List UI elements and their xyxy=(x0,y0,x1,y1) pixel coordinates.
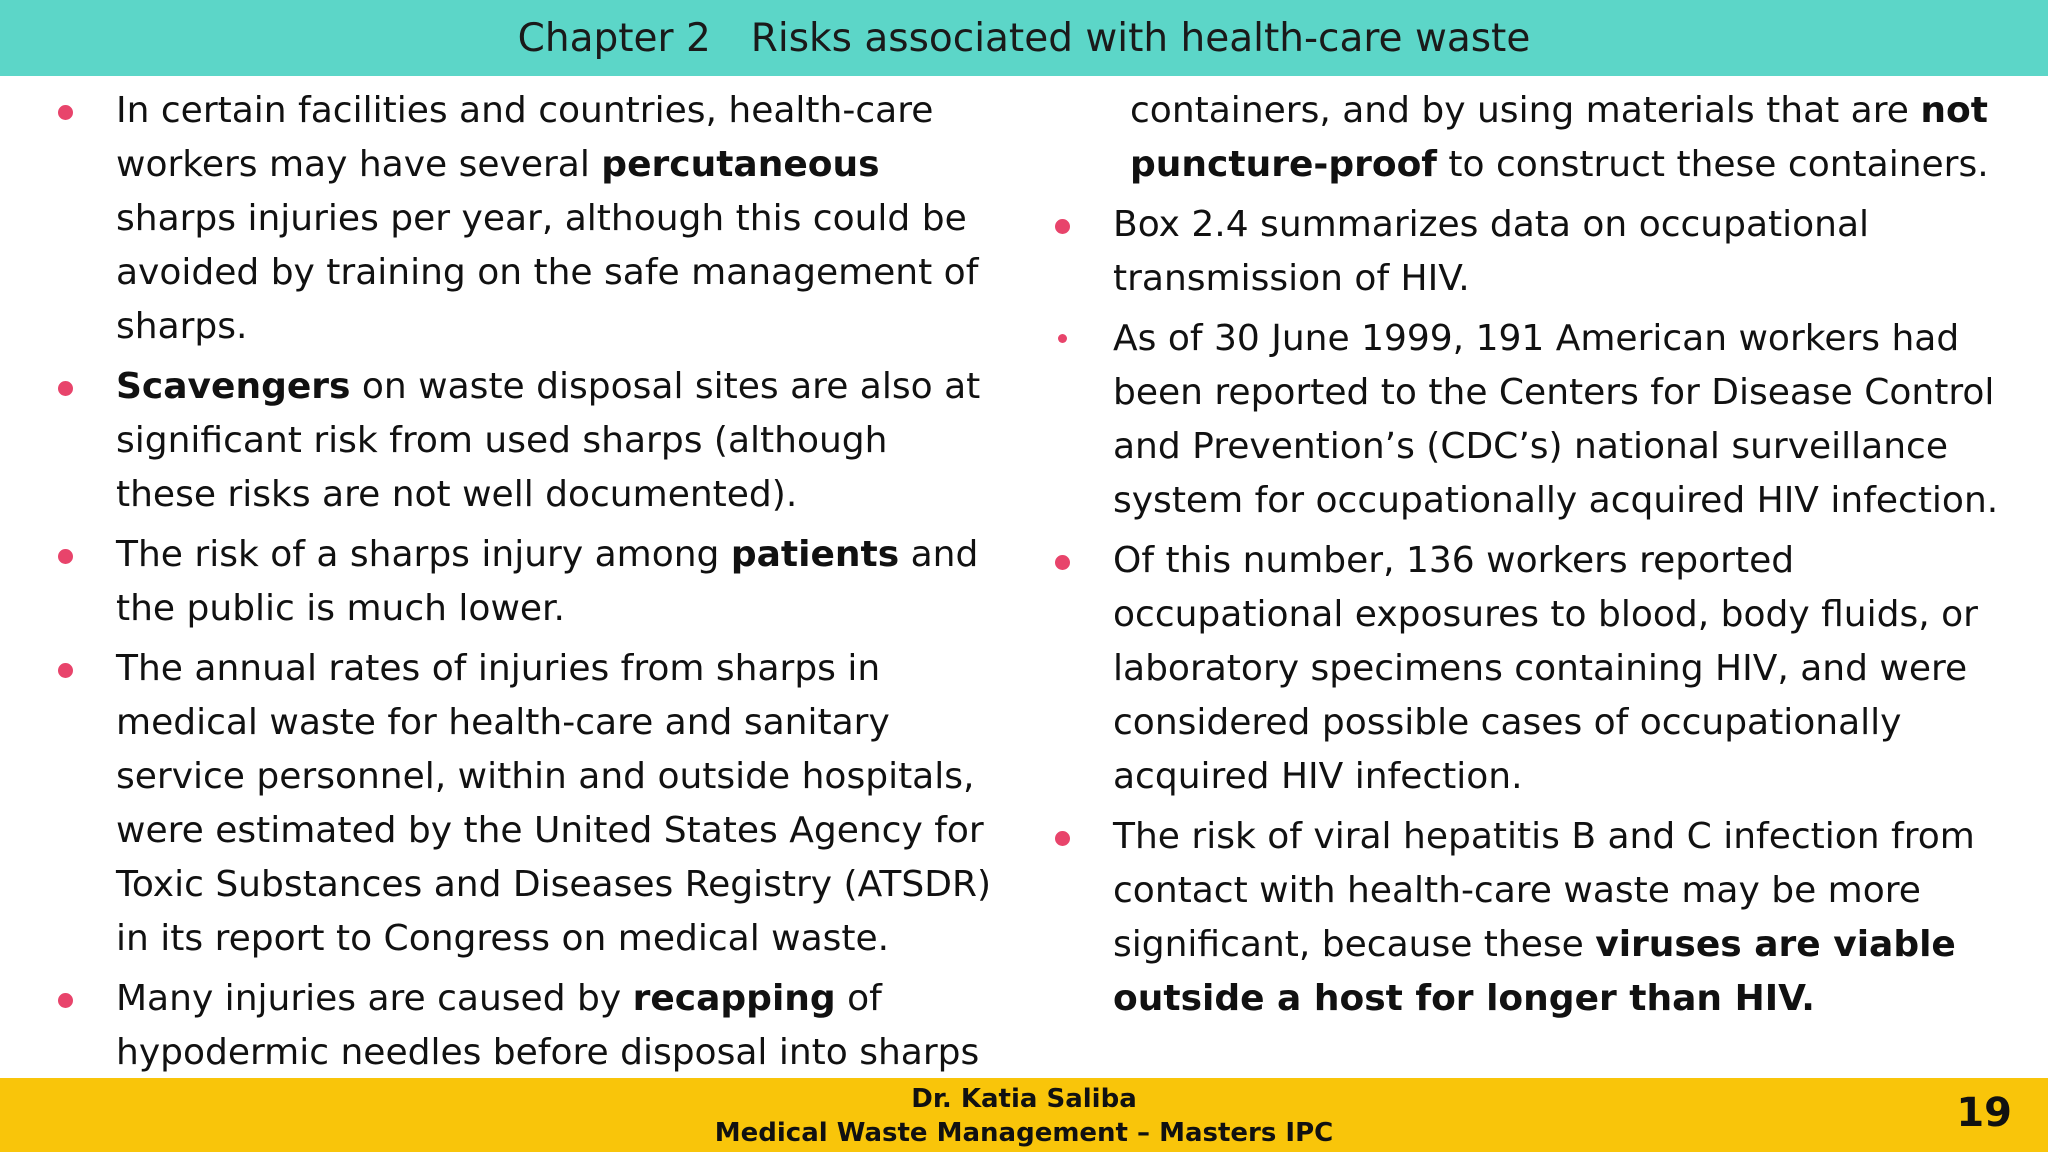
bullet-dot xyxy=(1058,334,1067,343)
text-run: As of 30 June 1999, 191 American workers had been reported to the Centers for Disease Control and Prevention’s (CDC’s) national surveillance system for occupationally acquired HIV infection. xyxy=(1113,318,1999,521)
bullet-item xyxy=(58,360,998,522)
bullet-dot xyxy=(1055,831,1070,846)
bullet-text xyxy=(116,366,980,515)
text-run: In certain facilities and countries, health-care workers may have several xyxy=(116,90,934,185)
text-run: sharps injuries per year, although this could be avoided by training on the safe management of sharps. xyxy=(116,198,979,347)
chapter-title: Risks associated with health-care waste xyxy=(750,15,1531,61)
text-run: The risk of a sharps injury among xyxy=(116,534,731,575)
bold-text: Scavengers xyxy=(116,366,351,407)
bullet-dot xyxy=(58,993,73,1008)
bullet-item xyxy=(58,84,998,354)
bullet-text xyxy=(116,90,978,347)
bullet-item xyxy=(1055,198,2005,306)
text-run: to construct these containers. xyxy=(1436,144,1989,185)
bold-text: viruses are viable outside a host for longer than HIV. xyxy=(1113,924,1956,1019)
footer-credits xyxy=(0,1082,2048,1150)
bullet-item xyxy=(1055,312,2005,528)
bullet-dot xyxy=(58,549,73,564)
bullet-text xyxy=(116,648,991,959)
bullet-text xyxy=(1113,318,1998,521)
footer-author: Dr. Katia Saliba xyxy=(911,1084,1137,1114)
slide-footer xyxy=(0,1078,2048,1152)
text-run: Box 2.4 summarizes data on occupational transmission of HIV. xyxy=(1113,204,1870,299)
bullet-dot xyxy=(58,663,73,678)
text-run: on waste disposal sites are also at significant risk from used sharps (although these risks are not well documented). xyxy=(116,366,981,515)
chapter-label: Chapter 2 xyxy=(517,15,711,61)
bold-text: recapping xyxy=(632,978,836,1019)
text-run: The risk of viral hepatitis B and C infection from contact with health-care waste may be more significant, because these xyxy=(1113,816,1975,965)
bullet-dot xyxy=(1055,555,1070,570)
continued-text xyxy=(1055,84,2005,192)
bullet-text xyxy=(116,534,978,629)
bullet-text xyxy=(1113,540,1978,797)
left-column xyxy=(58,84,998,1140)
bold-text: not puncture-proof xyxy=(1130,90,1988,185)
bullet-item xyxy=(58,528,998,636)
bullet-dot xyxy=(1055,219,1070,234)
bold-text: patients xyxy=(730,534,900,575)
bullet-item xyxy=(1055,810,2005,1026)
bullet-text xyxy=(1113,204,1869,299)
page-number: 19 xyxy=(1956,1090,2012,1136)
text-run: The annual rates of injuries from sharps in medical waste for health-care and sanitary service personnel, within and outside hospitals, were estimated by the United States Agency for Toxic Substances and Diseases Registry (ATSDR) in its report to Congress on medical waste. xyxy=(116,648,992,959)
slide-header xyxy=(0,0,2048,76)
slide-title xyxy=(518,16,1531,61)
footer-course: Medical Waste Management – Masters IPC xyxy=(714,1118,1334,1148)
right-column xyxy=(1055,84,2005,1032)
text-run: of hypodermic needles before disposal into sharps xyxy=(116,978,980,1073)
text-run: containers, and by using materials that are xyxy=(1130,90,1921,131)
bullet-item xyxy=(1055,534,2005,804)
bold-text: percutaneous xyxy=(601,144,880,185)
text-run: Of this number, 136 workers reported occupational exposures to blood, body fluids, or laboratory specimens containing HIV, and were considered possible cases of occupationally acquired HIV infection. xyxy=(1113,540,1978,797)
bullet-item xyxy=(58,642,998,966)
text-run: Many injuries are caused by xyxy=(116,978,633,1019)
bullet-text xyxy=(1113,816,1975,1019)
bullet-dot xyxy=(58,105,73,120)
bullet-dot xyxy=(58,381,73,396)
text-run: and the public is much lower. xyxy=(116,534,979,629)
